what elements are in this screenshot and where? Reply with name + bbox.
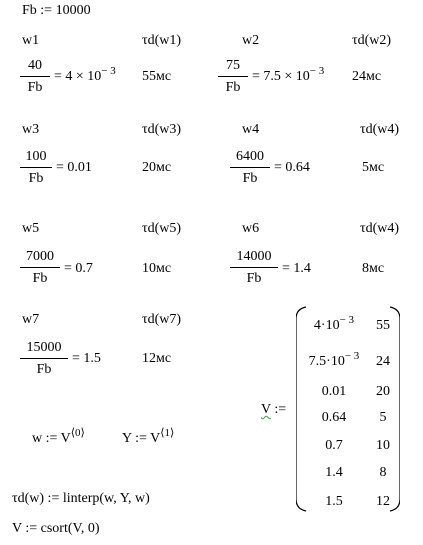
- fraction-bar: [20, 76, 50, 77]
- var-label-w4: w4: [242, 122, 260, 137]
- fraction-w2[interactable]: [218, 58, 248, 96]
- var-label-w5: w5: [22, 221, 40, 236]
- numerator: 14000: [236, 249, 272, 264]
- denominator: Fb: [28, 171, 44, 186]
- tau-label-w1: τd(w1): [142, 33, 182, 48]
- time-w1: 55мс: [142, 69, 172, 84]
- matrix-parentheses: [296, 305, 400, 513]
- fraction-bar: [20, 267, 60, 268]
- fraction-bar: [218, 76, 248, 77]
- fraction-w4[interactable]: [230, 149, 270, 187]
- fraction-bar: [230, 167, 270, 168]
- denominator: Fb: [225, 80, 241, 95]
- var-label-w3: w3: [22, 122, 40, 137]
- var-label-w2: w2: [242, 33, 260, 48]
- matrix-cell: 0.7: [325, 438, 343, 453]
- matrix-cell: 20: [376, 384, 390, 399]
- numerator: 75: [226, 58, 240, 73]
- fb-definition[interactable]: Fb := 10000: [22, 3, 91, 18]
- fraction-bar: [20, 358, 68, 359]
- tau-label-w5: τd(w5): [142, 221, 182, 236]
- matrix-lhs[interactable]: [261, 402, 286, 418]
- time-w2: 24мс: [352, 69, 382, 84]
- var-label-w7: w7: [22, 312, 40, 327]
- tau-label-w7: τd(w7): [142, 312, 182, 327]
- tau-label-w2: τd(w2): [352, 33, 392, 48]
- matrix-cell: $4\cdot 10^{- 3}$: [313, 314, 355, 333]
- denominator: Fb: [242, 171, 258, 186]
- var-label-w1: w1: [22, 33, 40, 48]
- time-w3: 20мс: [142, 160, 172, 175]
- denominator: Fb: [246, 271, 262, 286]
- numerator: 40: [28, 58, 42, 73]
- time-w7: 12мс: [142, 351, 172, 366]
- tau-label-w3: τd(w3): [142, 122, 182, 137]
- fraction-w7[interactable]: [20, 340, 68, 378]
- matrix-cell: 1.5: [325, 494, 343, 509]
- time-w6: 8мс: [362, 261, 385, 276]
- matrix-cell: 24: [376, 354, 390, 369]
- matrix-cell: 0.64: [321, 410, 347, 425]
- numerator: 7000: [26, 249, 54, 264]
- matrix-cell: 12: [376, 494, 390, 509]
- sort-definition[interactable]: V := csort(V, 0): [12, 521, 100, 536]
- matrix-cell: 1.4: [325, 465, 343, 480]
- result-w5: = 0.7: [64, 261, 93, 276]
- matrix-v[interactable]: [296, 305, 400, 513]
- matrix-cell: 55: [376, 318, 390, 333]
- fraction-w3[interactable]: [20, 149, 52, 187]
- denominator: Fb: [27, 80, 43, 95]
- matrix-name: V: [261, 402, 271, 417]
- matrix-cell: 8: [379, 465, 387, 480]
- fraction-w6[interactable]: [230, 249, 278, 287]
- result-w1: = $4 \times 10^{- 3}$: [54, 65, 116, 84]
- numerator: 6400: [236, 149, 264, 164]
- matrix-cell: 0.01: [321, 384, 347, 399]
- numerator: 100: [25, 149, 47, 164]
- assign-y-column[interactable]: Y := $V^{⟨1⟩}$: [122, 427, 175, 446]
- matrix-cell: 5: [379, 410, 387, 425]
- result-w6: = 1.4: [282, 261, 311, 276]
- numerator: 15000: [26, 340, 62, 355]
- interp-definition[interactable]: τd(w) := linterp(w, Y, w): [12, 491, 150, 506]
- fraction-bar: [20, 167, 52, 168]
- time-w5: 10мс: [142, 261, 172, 276]
- fraction-w1[interactable]: [20, 58, 50, 96]
- assign-w-column[interactable]: w := $V^{⟨0⟩}$: [32, 427, 85, 446]
- fraction-w5[interactable]: [20, 249, 60, 287]
- result-w3: = 0.01: [56, 160, 92, 175]
- result-w4: = 0.64: [274, 160, 310, 175]
- denominator: Fb: [32, 271, 48, 286]
- tau-label-w6: τd(w4): [360, 221, 400, 236]
- var-label-w6: w6: [242, 221, 260, 236]
- assign-operator: :=: [274, 402, 287, 417]
- time-w4: 5мс: [362, 160, 385, 175]
- matrix-cell: $7.5\cdot 10^{- 3}$: [308, 350, 360, 369]
- denominator: Fb: [36, 362, 52, 377]
- fraction-bar: [230, 267, 278, 268]
- tau-label-w4: τd(w4): [360, 122, 400, 137]
- result-w2: = $7.5 \times 10^{- 3}$: [252, 65, 325, 84]
- result-w7: = 1.5: [72, 351, 101, 366]
- matrix-cell: 10: [376, 438, 390, 453]
